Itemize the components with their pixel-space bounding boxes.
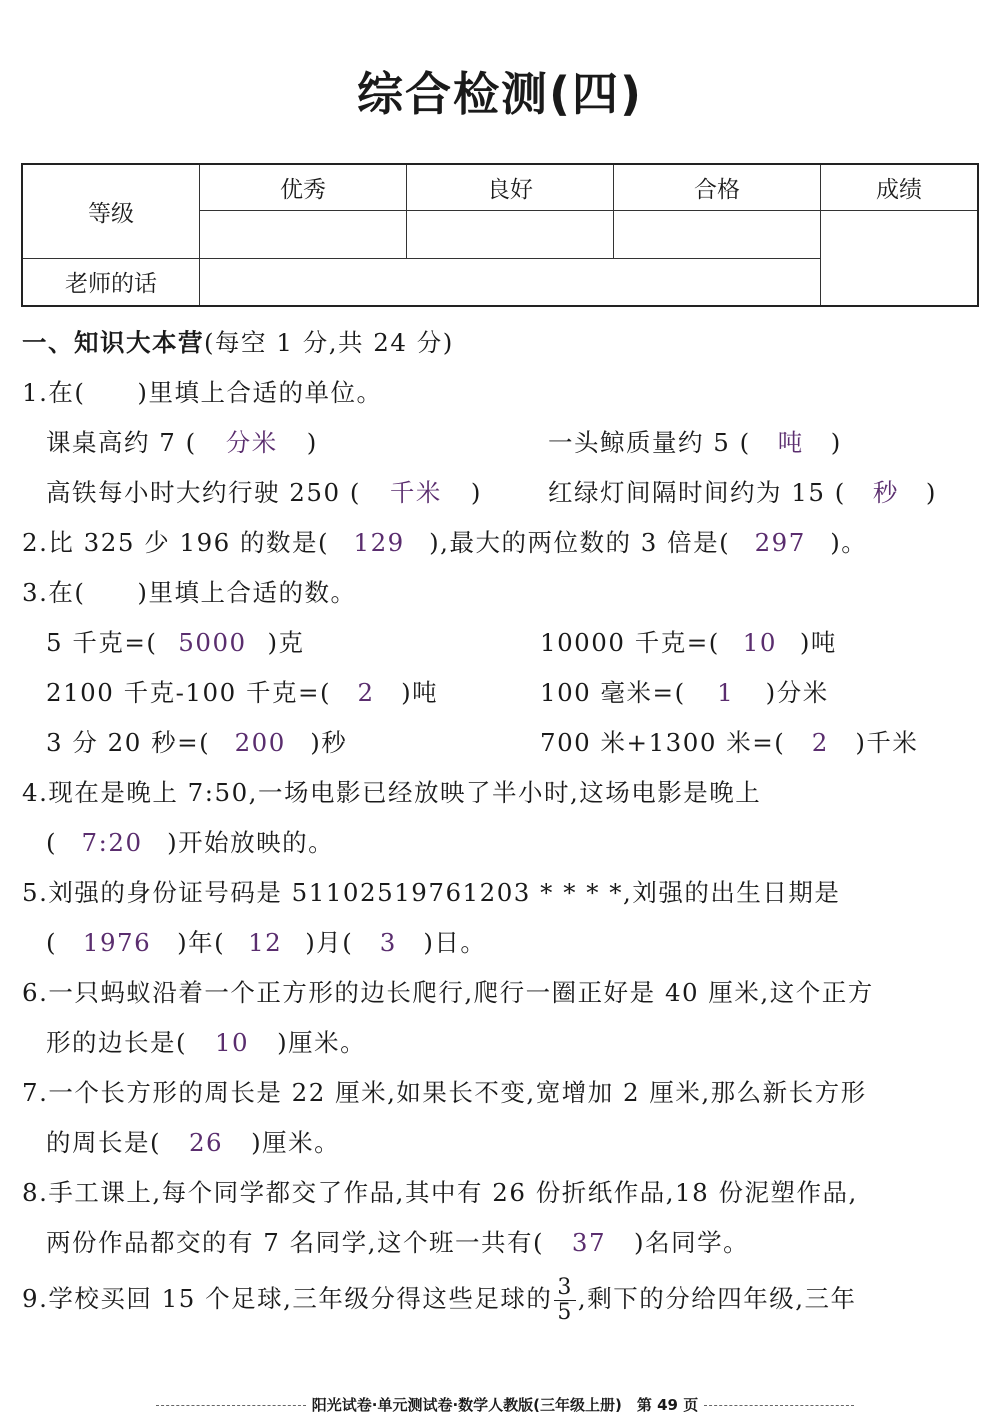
answer: 2 <box>357 678 375 707</box>
answer: 297 <box>754 528 806 557</box>
q4-line2: ( 7:20 )开始放映的。 <box>46 828 335 857</box>
page-title: 综合检测(四) <box>356 67 644 121</box>
answer: 5000 <box>178 628 247 657</box>
answer: 1976 <box>82 928 152 957</box>
q3-r2b: 100 毫米=( 1 )分米 <box>540 678 829 707</box>
q1-b: 一头鲸质量约 5 ( 吨 ) <box>548 424 842 459</box>
good-header: 良好 <box>407 164 614 210</box>
section-heading <box>22 324 454 359</box>
q3-r3b: 700 米+1300 米=( 2 )千米 <box>540 728 919 757</box>
section-note: (每空 1 分,共 24 分) <box>204 328 454 357</box>
answer: 10 <box>214 1028 250 1057</box>
q5-line1: 5.刘强的身份证号码是 51102519761203 * * * *,刘强的出生日期是 <box>22 878 841 907</box>
fraction: $\frac{3}{5}$ <box>554 1276 576 1325</box>
q3-stem: 3.在( )里填上合适的数。 <box>22 578 357 607</box>
answer: 分米 <box>225 428 278 457</box>
excellent-header: 优秀 <box>200 164 407 210</box>
answer: 2 <box>811 728 829 757</box>
q4-line1: 4.现在是晚上 7:50,一场电影已经放映了半小时,这场电影是晚上 <box>22 778 762 807</box>
answer: 千米 <box>389 478 442 507</box>
answer: 吨 <box>777 428 804 457</box>
answer: 10 <box>742 628 777 657</box>
q6-line2: 形的边长是( 10 )厘米。 <box>46 1028 367 1057</box>
q1-stem: 1.在( )里填上合适的单位。 <box>22 378 383 407</box>
q1-d: 红绿灯间隔时间约为 15 ( 秒 ) <box>548 474 937 509</box>
q2: 2.比 325 少 196 的数是( 129 ),最大的两位数的 3 倍是( 297 )。 <box>22 528 868 557</box>
q3-r1a: 5 千克=( 5000 )克 <box>46 628 305 657</box>
pass-header: 合格 <box>614 164 821 210</box>
answer: 3 <box>379 928 397 957</box>
teacher-label: 老师的话 <box>22 258 200 306</box>
answer: 26 <box>188 1128 224 1157</box>
q8-line1: 8.手工课上,每个同学都交了作品,其中有 26 份折纸作品,18 份泥塑作品, <box>22 1178 858 1207</box>
score-header: 成绩 <box>821 164 979 210</box>
teacher-comment-cell[interactable] <box>200 258 821 306</box>
q3-r2a: 2100 千克-100 千克=( 2 )吨 <box>46 678 439 707</box>
q5-line2: ( 1976 )年( 12 )月( 3 )日。 <box>46 928 487 957</box>
answer: 秒 <box>872 478 899 507</box>
good-cell[interactable] <box>407 210 614 258</box>
answer: 129 <box>353 528 405 557</box>
q8-line2: 两份作品都交的有 7 名同学,这个班一共有( 37 )名同学。 <box>46 1228 750 1257</box>
grade-table <box>21 163 979 307</box>
excellent-cell[interactable] <box>200 210 407 258</box>
section-title: 一、知识大本营 <box>22 328 204 357</box>
q1-a: 课桌高约 7 ( 分米 ) <box>46 424 318 459</box>
q7-line1: 7.一个长方形的周长是 22 厘米,如果长不变,宽增加 2 厘米,那么新长方形 <box>22 1078 867 1107</box>
answer: 37 <box>571 1228 607 1257</box>
footer-text: 阳光试卷·单元测试卷·数学人教版(三年级上册) 第 49 页 <box>311 1396 699 1414</box>
answer: 200 <box>234 728 286 757</box>
score-cell[interactable] <box>821 210 979 306</box>
pass-cell[interactable] <box>614 210 821 258</box>
level-label: 等级 <box>22 164 200 258</box>
q3-r3a: 3 分 20 秒=( 200 )秒 <box>46 728 348 757</box>
q6-line1: 6.一只蚂蚁沿着一个正方形的边长爬行,爬行一圈正好是 40 厘米,这个正方 <box>22 978 874 1007</box>
q3-r1b: 10000 千克=( 10 )吨 <box>540 628 837 657</box>
q1-c: 高铁每小时大约行驶 250 ( 千米 ) <box>46 474 482 509</box>
answer: 7:20 <box>81 828 143 857</box>
q7-line2: 的周长是( 26 )厘米。 <box>46 1128 341 1157</box>
answer: 1 <box>717 678 735 707</box>
answer: 12 <box>248 928 283 957</box>
q9-line1: 9.学校买回 15 个足球,三年级分得这些足球的 $\frac{3}{5}$ ,剩下的分给四年级,三年 <box>22 1275 857 1325</box>
